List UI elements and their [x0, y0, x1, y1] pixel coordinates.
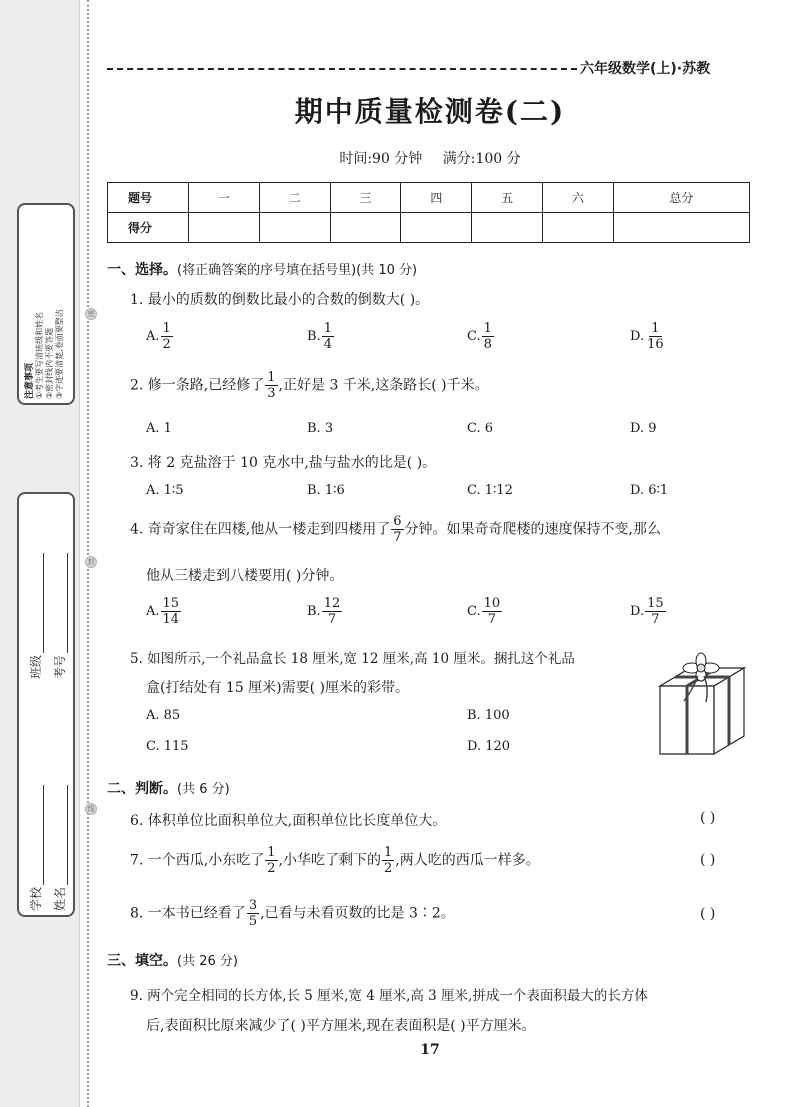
score-header-cell: 六 [543, 183, 614, 213]
class-label: 班级 [29, 654, 43, 679]
option-d[interactable]: D. 9 [630, 421, 657, 436]
book-tag: 六年级数学(上)·苏教 [580, 61, 711, 77]
number-label: 考号 [53, 654, 67, 679]
question-9: 9. 两个完全相同的长方体,长 5 厘米,宽 4 厘米,高 3 厘米,拼成一个表面积最大的长方体 [130, 988, 648, 1004]
score-header-cell: 二 [259, 183, 330, 213]
score-cell[interactable] [543, 213, 614, 243]
question-6: 6. 体积单位比面积单位大,面积单位比长度单位大。 [130, 813, 447, 829]
seal-mark: 密 [85, 308, 97, 320]
score-header-cell: 四 [401, 183, 472, 213]
score-cell[interactable] [401, 213, 472, 243]
school-label: 学校 [29, 886, 43, 911]
option-a[interactable]: A. 85 [146, 708, 181, 723]
student-info-box [17, 492, 75, 917]
question-9-line2: 后,表面积比原来减少了( )平方厘米,现在表面积是( )平方厘米。 [146, 1018, 536, 1034]
option-c[interactable]: C. 6 [467, 421, 494, 436]
score-header-cell: 一 [189, 183, 260, 213]
option-d[interactable]: D. 6∶1 [630, 483, 669, 498]
school-field[interactable] [27, 785, 44, 911]
section-heading [107, 950, 238, 970]
score-cell[interactable] [259, 213, 330, 243]
option-a[interactable]: A. $\frac{15}{14}$ [146, 596, 180, 627]
exam-info [0, 148, 800, 168]
score-header-cell: 题号 [108, 183, 189, 213]
answer-bracket[interactable]: ( ) [700, 810, 716, 826]
number-field[interactable] [51, 553, 68, 679]
question-5: 5. 如图所示,一个礼品盒长 18 厘米,宽 12 厘米,高 10 厘米。捆扎这个礼品 [130, 651, 575, 667]
option-b[interactable]: B. 100 [467, 708, 510, 723]
notes-title: 注意事项 [25, 362, 35, 399]
option-b[interactable]: B. 1∶6 [307, 483, 345, 498]
name-label: 姓名 [53, 886, 67, 911]
question-4-line2: 他从三楼走到八楼要用( )分钟。 [146, 568, 344, 584]
option-b[interactable]: B. $\frac{1}{4}$ [307, 321, 332, 352]
section-heading [107, 259, 417, 279]
page-title: 期中质量检测卷(二) [294, 95, 566, 128]
score-header-row [108, 183, 750, 213]
seal-mark: 线 [85, 803, 97, 815]
question-3: 3. 将 2 克盐溶于 10 克水中,盐与盐水的比是( )。 [130, 455, 437, 471]
score-cell[interactable] [472, 213, 543, 243]
answer-bracket[interactable]: ( ) [700, 906, 716, 922]
header-divider [107, 68, 577, 70]
option-b[interactable]: B. 3 [307, 421, 334, 436]
score-row-label: 得分 [108, 213, 189, 243]
section-note: (共 6 分) [177, 782, 230, 797]
score-row [108, 213, 750, 243]
option-c[interactable]: C. $\frac{10}{7}$ [467, 596, 501, 627]
score-header-cell: 三 [330, 183, 401, 213]
class-field[interactable] [27, 553, 44, 679]
exam-full-score: 满分:100 分 [442, 151, 521, 167]
option-d[interactable]: D. $\frac{1}{16}$ [630, 321, 664, 352]
option-a[interactable]: A. $\frac{1}{2}$ [146, 321, 171, 352]
option-d[interactable]: D. 120 [467, 739, 511, 754]
question-1: 1. 最小的质数的倒数比最小的合数的倒数大( )。 [130, 292, 430, 308]
option-c[interactable]: C. 115 [146, 739, 189, 754]
question-5-line2: 盒(打结处有 15 厘米)需要( )厘米的彩带。 [146, 680, 410, 696]
option-d[interactable]: D. $\frac{15}{7}$ [630, 596, 664, 627]
page-number: 17 [420, 1042, 440, 1058]
section-heading [107, 778, 230, 798]
notes-box [17, 203, 75, 405]
gift-box-illustration [654, 646, 750, 758]
seal-mark: 封 [85, 556, 97, 568]
score-cell[interactable] [189, 213, 260, 243]
score-header-cell: 五 [472, 183, 543, 213]
question-7: 7. 一个西瓜,小东吃了 $\frac{1}{2}$ ,小华吃了剩下的 $\frac{1}{2}$ ,两人吃的西瓜一样多。 [130, 845, 540, 876]
score-cell[interactable] [613, 213, 749, 243]
section-note: (共 26 分) [177, 954, 238, 969]
option-b[interactable]: B. $\frac{12}{7}$ [307, 596, 341, 627]
notes-text [19, 205, 77, 407]
notes-line: ③字迹要清楚,卷面要整洁 [55, 309, 64, 399]
section-title: 一、选择。 [107, 262, 177, 278]
question-2: 2. 修一条路,已经修了 $\frac{1}{3}$ ,正好是 3 千米,这条路长( )千米。 [130, 370, 489, 401]
option-a[interactable]: A. 1 [146, 421, 172, 436]
section-title: 三、填空。 [107, 953, 177, 969]
option-c[interactable]: C. $\frac{1}{8}$ [467, 321, 492, 352]
question-4: 4. 奇奇家住在四楼,他从一楼走到四楼用了 $\frac{6}{7}$ 分钟。如果奇奇爬楼的速度保持不变,那么 [130, 514, 661, 545]
exam-time: 时间:90 分钟 [339, 151, 423, 167]
score-cell[interactable] [330, 213, 401, 243]
section-note: (将正确答案的序号填在括号里)(共 10 分) [177, 263, 418, 278]
option-a[interactable]: A. 1∶5 [146, 483, 184, 498]
score-header-cell: 总分 [613, 183, 749, 213]
notes-line: ①考生要写清班级和姓名 [35, 311, 44, 399]
notes-line: ②密封线内不要答题 [45, 327, 54, 399]
question-8: 8. 一本书已经看了 $\frac{3}{5}$ ,已看与未看页数的比是 3∶2。 [130, 898, 455, 929]
answer-bracket[interactable]: ( ) [700, 852, 716, 868]
option-c[interactable]: C. 1∶12 [467, 483, 513, 498]
score-table [107, 182, 750, 243]
name-field[interactable] [51, 785, 68, 911]
section-title: 二、判断。 [107, 781, 177, 797]
